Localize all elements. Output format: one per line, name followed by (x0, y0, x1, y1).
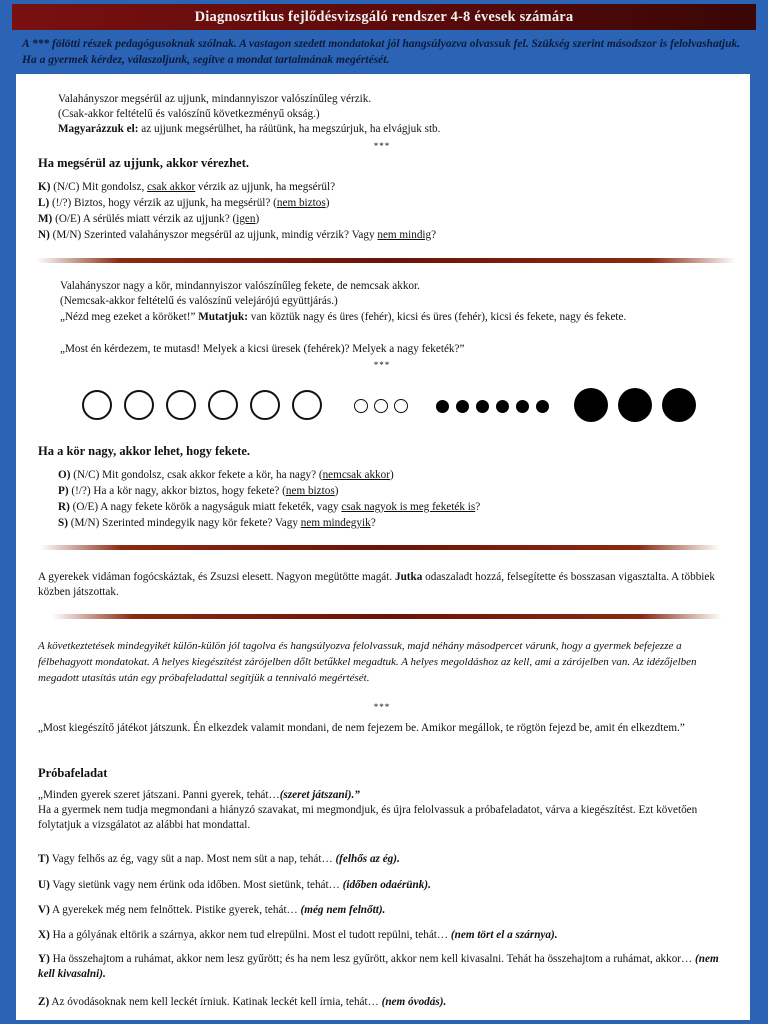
sec2-line1: Valahányszor nagy a kör, mindannyiszor valószínűleg fekete, de nemcsak akkor. (60, 280, 420, 292)
small-white-circle (374, 399, 388, 413)
question-s: S) (M/N) Szerinted mindegyik nagy kör fekete? Vagy nem mindegyik? (58, 517, 376, 529)
question-p: P) (!/?) Ha a kör nagy, akkor biztos, hogy fekete? (nem biztos) (58, 485, 339, 497)
sec3-stars: *** (373, 702, 391, 712)
small-white-circle (354, 399, 368, 413)
sec1-line1: Valahányszor megsérül az ujjunk, mindannyiszor valószínűleg vérzik. (58, 93, 372, 105)
header-title: Diagnosztikus fejlődésvizsgáló rendszer 4-8 évesek számára (12, 4, 756, 30)
item-z: Z) Az óvodásoknak nem kell leckét írniuk. Katinak leckét kell írnia, tehát… (nem óvodás). (38, 996, 447, 1008)
small-black-circle (456, 400, 469, 413)
question-r: R) (O/E) A nagy fekete körök a nagyságuk miatt feketék, vagy csak nagyok is meg feketék is? (58, 501, 481, 513)
item-v: V) A gyerekek még nem felnőttek. Pistike gyerek, tehát… (még nem felnőtt). (38, 904, 386, 916)
small-black-circle (536, 400, 549, 413)
trial-text: Ha a gyermek nem tudja megmondani a hiányzó szavakat, mi megmondjuk, és újra felolvassuk a próbafeladatot, várva a kiegészítést. Ezt követően folytatjuk a vizsgálatot az alábbi hat mondattal. (38, 804, 698, 831)
explain-text: az ujjunk megsérülhet, ha ráütünk, ha megszúrjuk, ha elvágjuk stb. (138, 123, 441, 135)
intro-note: A *** fölötti részek pedagógusoknak szólnak. A vastagon szedett mondatokat jól hangsúlyozva olvassuk fel. Szükség szerint másodszor is felolvashatjuk. Ha a gyermek kérdez, válaszoljunk, segítve a mondat tartalmának megértését. (22, 38, 741, 66)
document-page (16, 74, 750, 1020)
small-black-circle (496, 400, 509, 413)
large-white-circle (124, 390, 154, 420)
instructions-text: A következtetések mindegyikét külön-külön jól tagolva és hangsúlyozva felolvassuk, majd néhány másodpercet várunk, hogy a gyermek befejezze a félbehagyott mondatokat. A helyes kiegészítést zárójelben dőlt betűkkel megadtuk. A helyes megoldáshoz az kell, ami a zárójelben van. Az idézőjelben megadott utasítás után egy próbafeladattal segítjük a tennivaló megértését. (38, 640, 697, 684)
sec2-title: Ha a kör nagy, akkor lehet, hogy fekete. (38, 444, 251, 458)
item-x: X) Ha a gólyának eltörik a szárnya, akkor nem tud elrepülni. Most el tudott repülni, tehát… (nem tört el a szárnya). (38, 929, 558, 941)
question-l: L) (!/?) Biztos, hogy vérzik az ujjunk, ha megsérül? (nem biztos) (38, 197, 330, 209)
trial-quote: „Minden gyerek szeret játszani. Panni gyerek, tehát…(szeret játszani).” (38, 789, 360, 801)
sec1-stars: *** (373, 141, 391, 151)
sec1-title: Ha megsérül az ujjunk, akkor vérezhet. (38, 156, 249, 170)
sec2-stars: *** (373, 360, 391, 370)
large-white-circle (292, 390, 322, 420)
large-white-circle (82, 390, 112, 420)
large-white-circle (250, 390, 280, 420)
trial-title: Próbafeladat (38, 766, 108, 780)
item-u: U) Vagy sietünk vagy nem érünk oda időben. Most sietünk, tehát… (időben odaérünk). (38, 879, 431, 891)
item-t: T) Vagy felhős az ég, vagy süt a nap. Most nem süt a nap, tehát… (felhős az ég). (38, 853, 400, 865)
section-divider (36, 258, 736, 263)
sec1-line2: (Csak-akkor feltételű és valószínű következményű okság.) (58, 108, 320, 120)
large-black-circle (574, 388, 608, 422)
large-white-circle (208, 390, 238, 420)
sec2-line2: (Nemcsak-akkor feltételű és valószínű velejárójú együttjárás.) (60, 295, 338, 307)
small-black-circle (476, 400, 489, 413)
large-white-circle (166, 390, 196, 420)
large-black-circle (662, 388, 696, 422)
small-white-circle (394, 399, 408, 413)
question-m: M) (O/E) A sérülés miatt vérzik az ujjunk? (igen) (38, 213, 260, 225)
sec2-line4: „Most én kérdezem, te mutasd! Melyek a kicsi üresek (fehérek)? Melyek a nagy feketék?” (60, 343, 465, 355)
question-o: O) (N/C) Mit gondolsz, csak akkor fekete a kör, ha nagy? (nemcsak akkor) (58, 469, 394, 481)
sec1-explain (58, 122, 738, 137)
sec2-line3: „Nézd meg ezeket a köröket!” Mutatjuk: van köztük nagy és üres (fehér), kicsi és üres (fehér), kicsi és fekete, nagy és fekete. (60, 311, 627, 323)
section-divider (52, 614, 722, 619)
question-n: N) (M/N) Szerinted valahányszor megsérül az ujjunk, mindig vérzik? Vagy nem mindig? (38, 229, 437, 241)
explain-label: Magyarázzuk el: (58, 123, 139, 135)
small-black-circle (436, 400, 449, 413)
question-k: K) (N/C) Mit gondolsz, csak akkor vérzik az ujjunk, ha megsérül? (38, 181, 336, 193)
item-y: Y) Ha összehajtom a ruhámat, akkor nem lesz gyűrött; és ha nem lesz gyűrött, akkor nem kell kivasalni. Tehát ha összehajtom a ruhámat, akkor… (nem kell kivasalni). (38, 953, 719, 980)
section-divider (40, 545, 720, 550)
small-black-circle (516, 400, 529, 413)
story-text: A gyerekek vidáman fogócskáztak, és Zsuzsi elesett. Nagyon megütötte magát. Jutka odaszaladt hozzá, felsegítette és bosszasan vigasztalta. A többiek közben játszottak. (38, 571, 715, 598)
large-black-circle (618, 388, 652, 422)
game-quote: „Most kiegészítő játékot játszunk. Én elkezdek valamit mondani, de nem fejezem be. Amikor megállok, te rögtön fejezd be, amit én elkezdtem.” (38, 722, 685, 734)
